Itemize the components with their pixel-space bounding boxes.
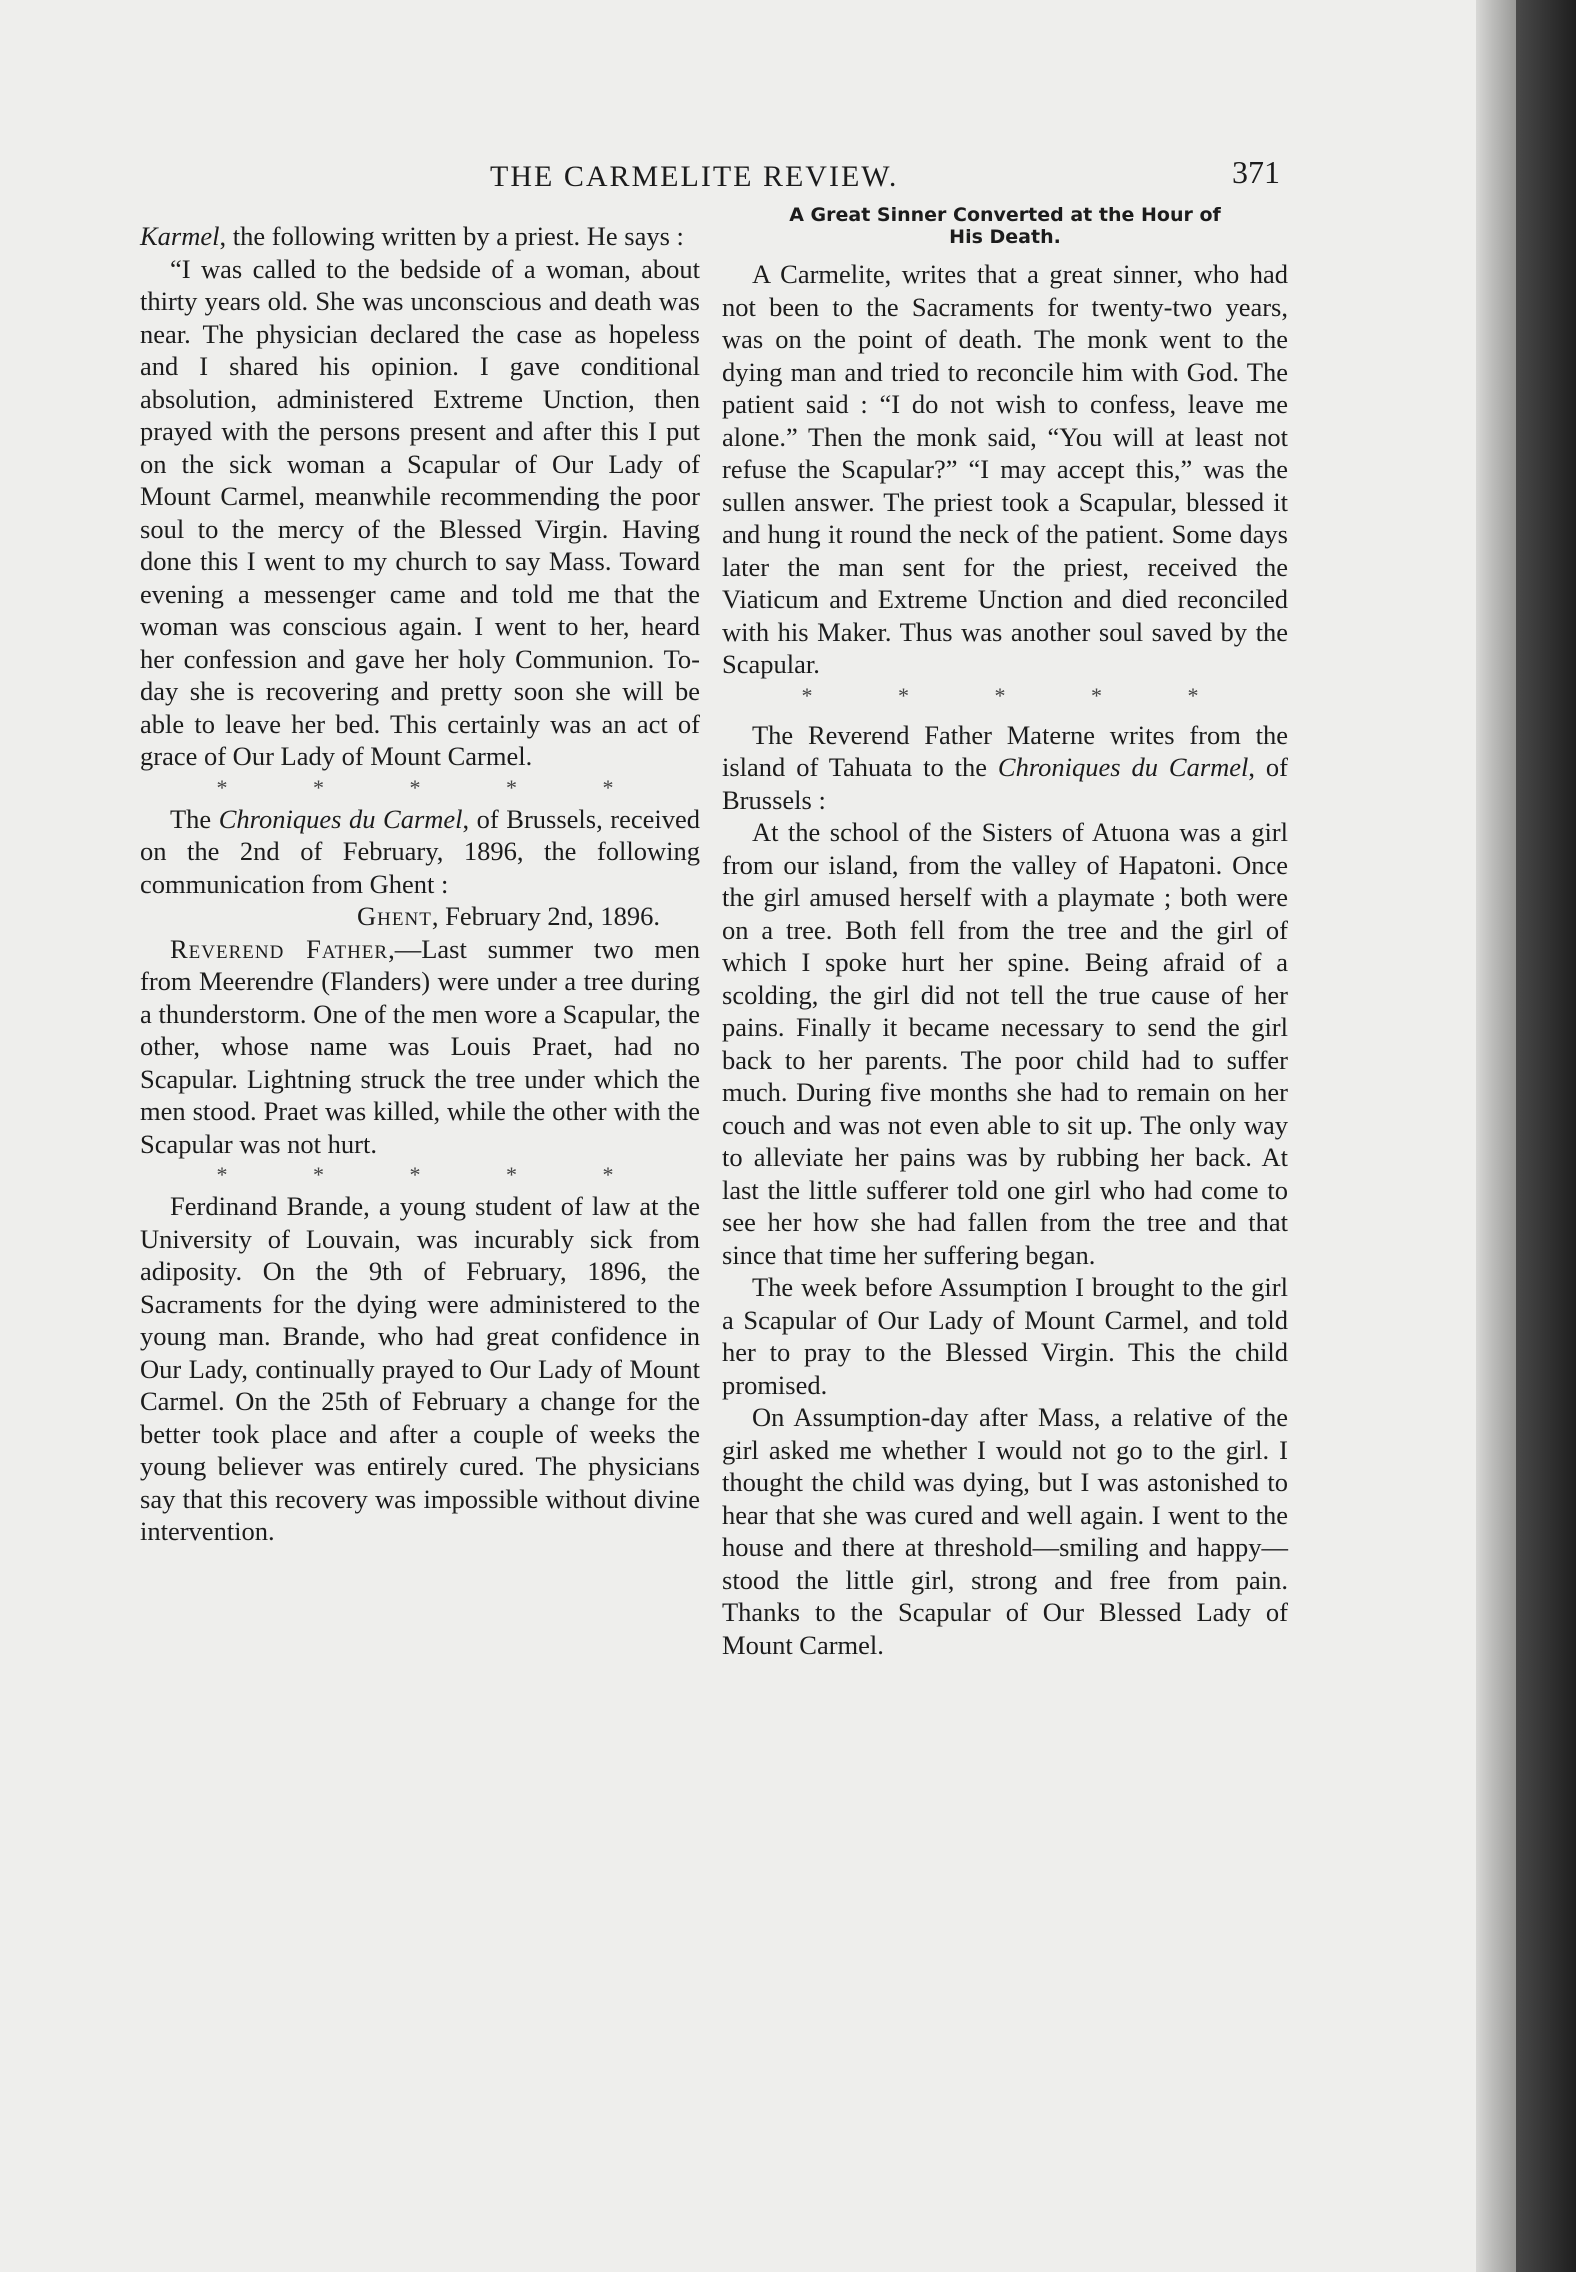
section-divider-stars: * * * * * [216, 774, 654, 800]
left-column [140, 220, 700, 1548]
materne-intro [722, 719, 1288, 817]
chroniques-intro [140, 803, 700, 901]
article-heading-line1: A Great Sinner Converted at the Hour of [789, 204, 1221, 226]
ghent-letter [140, 933, 700, 1161]
materne-intro-rest: , of Brussels : [722, 752, 1288, 815]
cured-paragraph: On Assumption-day after Mass, a relative of the girl asked me whether I would not go to the girl. I thought the child was dying, but I was astonished to hear that she was cured and well again. I went to the house and there at threshold—smiling and happy—stood the little girl, strong and free from pain. Thanks to the Scapular of Our Blessed Lady of Mount Carmel. [722, 1402, 1288, 1660]
opening-rest: , the following written by a priest. He says : [219, 221, 684, 251]
right-column [722, 204, 1288, 1661]
page-number: 371 [1232, 154, 1280, 190]
article-heading-line2: His Death. [949, 226, 1061, 248]
materne-intro-prefix: The Reverend Father Materne writes from the island of Tahuata to the [722, 719, 1288, 782]
sinner-paragraph: A Carmelite, writes that a great sinner, who had not been to the Sacraments for twenty-two years, was on the point of death. The monk went to the dying man and tried to reconcile him with God. The patient said : “I do not wish to confess, leave me alone.” Then the monk said, “You will at least not refuse the Scapular?” “I may accept this,” was the sullen answer. The priest took a Scapular, blessed it and hung it round the neck of the patient. Some days later the man sent for the priest, received the Viaticum and Extreme Unction and died reconciled with his Maker. Thus was another soul saved by the Scapular. [722, 259, 1288, 679]
page-header [140, 154, 1280, 210]
opening-italic: Karmel [140, 221, 220, 251]
book-spine-shadow [1516, 0, 1576, 2272]
atuona-paragraph: At the school of the Sisters of Atuona was a girl from our island, from the valley of Hapatoni. Once the girl amused herself with a playmate ; both were on a tree. Both fell from the tree and the girl of which I spoke hurt her spine. Being afraid of a scolding, the girl did not tell the true cause of her pains. Finally it became necessary to send the girl back to her parents. The poor child had to suffer much. During five months she had to remain on her couch and was not even able to sit up. The only way to alleviate her pains was by rubbing her back. At last the little sufferer told one girl who had come to see her how she had fallen from the tree and that since that time her suffering began. [722, 817, 1288, 1270]
section-divider-stars: * * * * * [216, 1162, 654, 1187]
article-heading [722, 204, 1288, 248]
opening-paragraph [140, 220, 700, 253]
dateline-date: , February 2nd, 1896. [431, 901, 660, 931]
dateline-place: Ghent [357, 901, 432, 931]
priest-quote: “I was called to the bedside of a woman, about thirty years old. She was unconscious and death was near. The physician declared the case as hopeless and I shared his opinion. I gave conditional absolution, administered Extreme Unction, then prayed with the persons present and after this I put on the sick woman a Scapular of Our Lady of Mount Carmel, meanwhile recommending the poor soul to the mercy of the Blessed Virgin. Having done this I went to my church to say Mass. Toward evening a messenger came and told me that the woman was conscious again. I went to her, heard her confession and gave her holy Communion. To-day she is recovering and pretty soon she will be able to leave her bed. This certainly was an act of grace of Our Lady of Mount Carmel. [140, 253, 700, 771]
running-title: THE CARMELITE REVIEW. [490, 160, 899, 193]
materne-chroniques-italic: Chroniques du Carmel [997, 752, 1249, 782]
chroniques-intro-rest: , of Brussels, received on the 2nd of February, 1896, the following communication from Ghent : [140, 803, 700, 899]
letter-salutation: Reverend Father [170, 933, 389, 964]
letter-body: ,—Last summer two men from Meerendre (Flanders) were under a tree during a thunderstorm. One of the men wore a Scapular, the other, whose name was Louis Praet, had no Scapular. Lightning struck the tree under which the men stood. Praet was killed, while the other with the Scapular was not hurt. [140, 933, 700, 1159]
page-edge [1476, 0, 1516, 2272]
chroniques-title-italic: Chroniques du Carmel [218, 803, 463, 834]
assumption-paragraph: The week before Assumption I brought to the girl a Scapular of Our Lady of Mount Carmel, and told her to pray to the Blessed Virgin. This the child promised. [722, 1272, 1288, 1400]
section-divider-stars: * * * * * [801, 682, 1239, 708]
dateline [140, 900, 700, 933]
chroniques-intro-prefix: The [170, 803, 219, 834]
brande-paragraph: Ferdinand Brande, a young student of law at the University of Louvain, was incurably sick from adiposity. On the 9th of February, 1896, the Sacraments for the dying were administered to the young man. Brande, who had great confidence in Our Lady, continually prayed to Our Lady of Mount Carmel. On the 25th of February a change for the better took place and after a couple of weeks the young believer was entirely cured. The physicians say that this recovery was impossible without divine intervention. [140, 1191, 700, 1546]
